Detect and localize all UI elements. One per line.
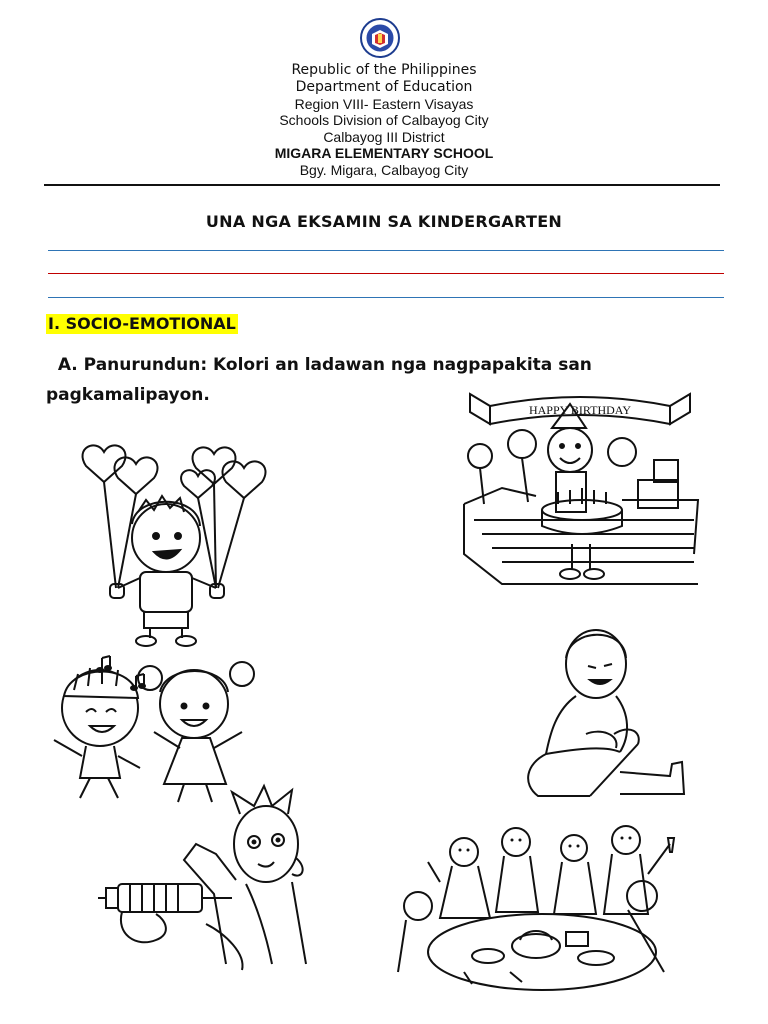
birthday-boy-with-cake-illustration bbox=[462, 384, 698, 594]
header-school-name: MIGARA ELEMENTARY SCHOOL bbox=[274, 145, 494, 161]
header-region: Region VIII- Eastern Visayas bbox=[294, 96, 474, 112]
header-school-address: Bgy. Migara, Calbayog City bbox=[299, 162, 469, 178]
child-with-heart-balloons-illustration bbox=[66, 438, 278, 648]
happy-birthday-banner: HAPPY BIRTHDAY bbox=[528, 403, 632, 417]
instruction-line-2: pagkamalipayon. bbox=[46, 385, 210, 405]
family-dinner-celebration-illustration bbox=[398, 822, 680, 992]
header-divider bbox=[44, 184, 720, 186]
section-heading: I. SOCIO-EMOTIONAL bbox=[48, 314, 236, 333]
exam-title: UNA NGA EKSAMIN SA KINDERGARTEN bbox=[205, 212, 563, 231]
writing-line-bottom bbox=[48, 297, 724, 298]
header-division: Schools Division of Calbayog City bbox=[279, 112, 489, 128]
writing-line-middle bbox=[48, 273, 724, 274]
writing-line-top bbox=[48, 250, 724, 251]
instruction-line-1: A. Panurundun: Kolori an ladawan nga nagpapakita san bbox=[46, 355, 592, 375]
header-country: Republic of the Philippines bbox=[291, 62, 477, 78]
header-department: Department of Education bbox=[295, 79, 473, 95]
deped-seal-icon bbox=[358, 18, 402, 58]
boy-scared-of-injection-illustration bbox=[96, 784, 326, 974]
person-with-knee-pain-illustration bbox=[520, 624, 692, 814]
header-district: Calbayog III District bbox=[323, 129, 445, 145]
